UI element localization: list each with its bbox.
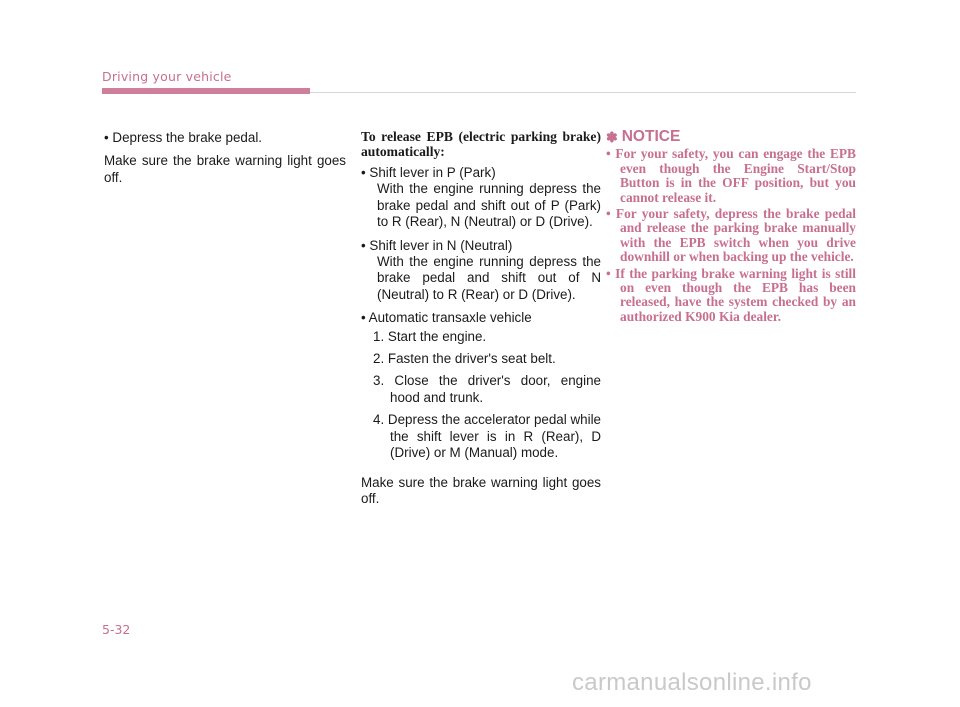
- page-header-title: Driving your vehicle: [102, 69, 232, 84]
- notice-box: [606, 129, 856, 326]
- bullet-park-text: With the engine running depress the brake pedal and shift out of P (Park) to R (Rear), N (Neutral) or D (Drive).: [377, 181, 601, 230]
- paragraph-warning-light: Make sure the brake warning light goes off.: [104, 153, 346, 185]
- bullet-neutral-text: With the engine running depress the brake pedal and shift out of N (Neutral) to R (Rear) or D (Drive).: [377, 254, 601, 302]
- notice-title-text: NOTICE: [621, 128, 681, 145]
- header-accent-bar: [102, 88, 310, 94]
- bullet-depress-brake: • Depress the brake pedal.: [104, 130, 263, 145]
- header-divider-line: [310, 92, 856, 93]
- notice-item: • If the parking brake warning light is still on even though the EPB has been released, have the system checked by an authorized K900 Kia dealer.: [606, 265, 856, 324]
- step-item: 2. Fasten the driver's seat belt.: [373, 351, 556, 367]
- step-item: 3. Close the driver's door, engine hood and trunk.: [373, 373, 601, 405]
- bullet-automatic-transaxle: • Automatic transaxle vehicle: [361, 310, 532, 326]
- watermark-text: carmanualsonline.info: [572, 669, 812, 696]
- page-number: 5-32: [102, 622, 131, 637]
- asterisk-icon: ✽: [606, 129, 618, 145]
- column-middle: [361, 130, 601, 507]
- notice-item: • For your safety, depress the brake pedal and release the parking brake manually with the EPB switch when you drive downhill or when backing up the vehicle.: [606, 206, 856, 265]
- step-item: 1. Start the engine.: [373, 328, 487, 344]
- column-left: [104, 130, 346, 186]
- bullet-park: • Shift lever in P (Park): [361, 165, 496, 180]
- bullet-neutral: • Shift lever in N (Neutral): [361, 237, 513, 253]
- notice-heading: [606, 129, 856, 145]
- notice-item: • For your safety, you can engage the EPB even though the Engine Start/Stop Button is in the OFF position, but you cannot release it.: [606, 146, 856, 205]
- steps-list: [361, 329, 601, 462]
- section-heading-release-epb: To release EPB (electric parking brake) automatically:: [361, 129, 601, 159]
- paragraph-closing: Make sure the brake warning light goes off.: [361, 474, 601, 506]
- step-item: 4. Depress the accelerator pedal while the shift lever is in R (Rear), D (Drive) or M (Manual) mode.: [373, 412, 601, 461]
